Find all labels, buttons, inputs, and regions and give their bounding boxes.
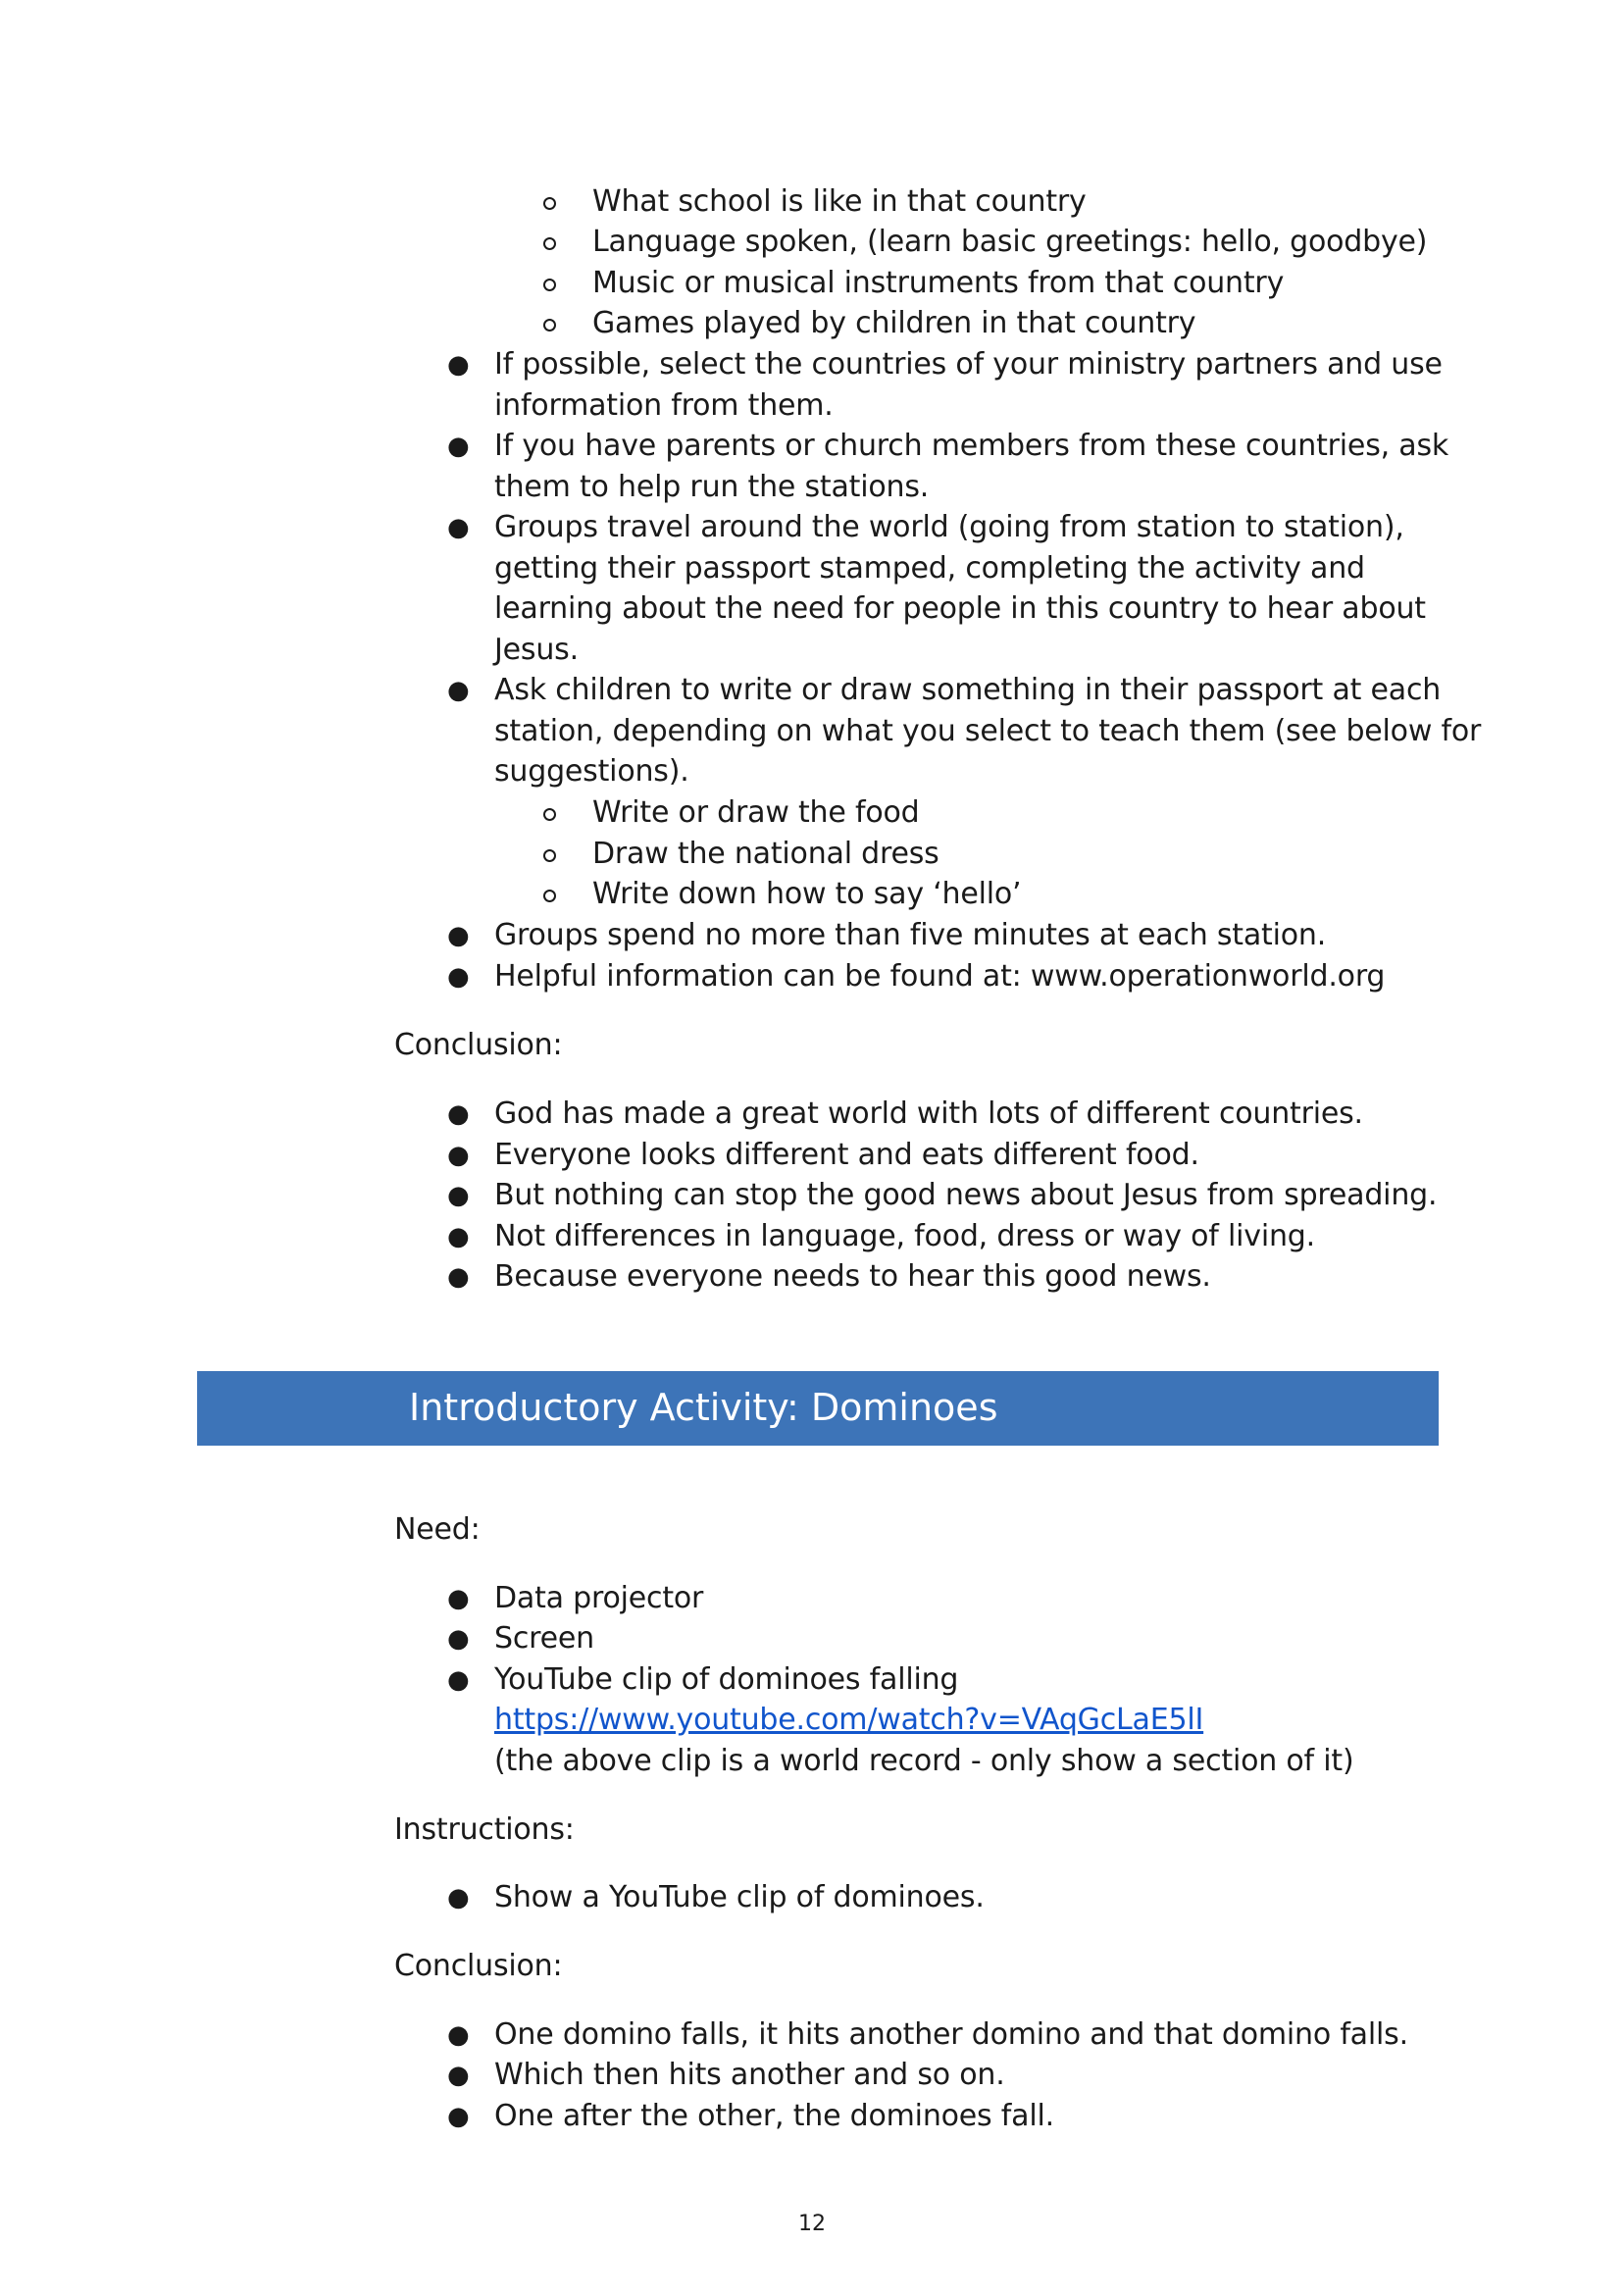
list-item-line: Groups spend no more than five minutes at each station. xyxy=(494,918,1327,952)
hollow-bullet-icon xyxy=(543,319,556,331)
list-item-line: Everyone looks different and eats different food. xyxy=(494,1138,1199,1172)
list-item-line: Data projector xyxy=(494,1581,704,1615)
list-item-line: suggestions). xyxy=(494,754,689,789)
list-item-line: Show a YouTube clip of dominoes. xyxy=(494,1880,985,1914)
bullet-icon: ● xyxy=(447,350,470,380)
list-item-line: One domino falls, it hits another domino and that domino falls. xyxy=(494,2017,1408,2052)
list-item-line: Not differences in language, food, dress or way of living. xyxy=(494,1219,1315,1253)
bullet-icon: ● xyxy=(447,1099,470,1129)
hollow-bullet-icon xyxy=(543,849,556,862)
sub-list-item: Games played by children in that country xyxy=(592,306,1196,340)
bullet-icon: ● xyxy=(447,2102,470,2131)
hollow-bullet-icon xyxy=(543,279,556,291)
section-title: Introductory Activity: Dominoes xyxy=(409,1386,998,1429)
list-item-line: Which then hits another and so on. xyxy=(494,2058,1005,2092)
list-item-line: Ask children to write or draw something in their passport at each xyxy=(494,673,1442,707)
hollow-bullet-icon xyxy=(543,890,556,902)
sub-list-item: Language spoken, (learn basic greetings: hello, goodbye) xyxy=(592,225,1428,259)
bullet-icon: ● xyxy=(447,1222,470,1251)
bullet-icon: ● xyxy=(447,432,470,461)
list-item-line: Because everyone needs to hear this good news. xyxy=(494,1259,1211,1294)
list-item-line: But nothing can stop the good news about Jesus from spreading. xyxy=(494,1178,1438,1212)
need-heading: Need: xyxy=(394,1512,481,1547)
hollow-bullet-icon xyxy=(543,197,556,210)
hollow-bullet-icon xyxy=(543,808,556,821)
bullet-icon: ● xyxy=(447,2061,470,2090)
conclusion-heading: Conclusion: xyxy=(394,1949,563,1983)
hollow-bullet-icon xyxy=(543,237,556,250)
section-banner xyxy=(197,1371,1439,1446)
list-item-line: getting their passport stamped, completing the activity and xyxy=(494,551,1365,586)
bullet-icon: ● xyxy=(447,1141,470,1170)
list-item-line: Groups travel around the world (going from station to station), xyxy=(494,510,1404,544)
sub-list-item: Draw the national dress xyxy=(592,837,939,871)
bullet-icon: ● xyxy=(447,1262,470,1292)
list-item-line: If possible, select the countries of your ministry partners and use xyxy=(494,347,1443,382)
list-item-line: God has made a great world with lots of different countries. xyxy=(494,1096,1363,1131)
bullet-icon: ● xyxy=(447,962,470,992)
list-item-line: station, depending on what you select to teach them (see below for xyxy=(494,714,1482,748)
list-item-line: Helpful information can be found at: www.operationworld.org xyxy=(494,959,1386,994)
list-item-line: Screen xyxy=(494,1621,594,1656)
youtube-link[interactable]: https://www.youtube.com/watch?v=VAqGcLaE5lI xyxy=(494,1703,1204,1737)
conclusion-heading: Conclusion: xyxy=(394,1028,563,1062)
list-item-line: learning about the need for people in this country to hear about xyxy=(494,591,1426,626)
bullet-icon: ● xyxy=(447,1584,470,1613)
list-item-line: If you have parents or church members from these countries, ask xyxy=(494,429,1449,463)
bullet-icon: ● xyxy=(447,1181,470,1210)
bullet-icon: ● xyxy=(447,1624,470,1654)
bullet-icon: ● xyxy=(447,513,470,542)
sub-list-item: What school is like in that country xyxy=(592,184,1087,219)
list-item-line: Jesus. xyxy=(494,633,579,667)
video-note: (the above clip is a world record - only show a section of it) xyxy=(494,1744,1354,1778)
list-item-line: One after the other, the dominoes fall. xyxy=(494,2099,1054,2133)
bullet-icon: ● xyxy=(447,676,470,705)
page-number: 12 xyxy=(798,2212,826,2236)
bullet-icon: ● xyxy=(447,1665,470,1695)
bullet-icon: ● xyxy=(447,1883,470,1912)
instructions-heading: Instructions: xyxy=(394,1812,575,1847)
list-item-line: YouTube clip of dominoes falling xyxy=(494,1662,959,1697)
bullet-icon: ● xyxy=(447,2020,470,2050)
bullet-icon: ● xyxy=(447,921,470,950)
sub-list-item: Music or musical instruments from that country xyxy=(592,266,1285,300)
list-item-line: them to help run the stations. xyxy=(494,470,930,504)
list-item-line: information from them. xyxy=(494,388,834,423)
sub-list-item: Write or draw the food xyxy=(592,795,920,830)
sub-list-item: Write down how to say ‘hello’ xyxy=(592,877,1022,911)
